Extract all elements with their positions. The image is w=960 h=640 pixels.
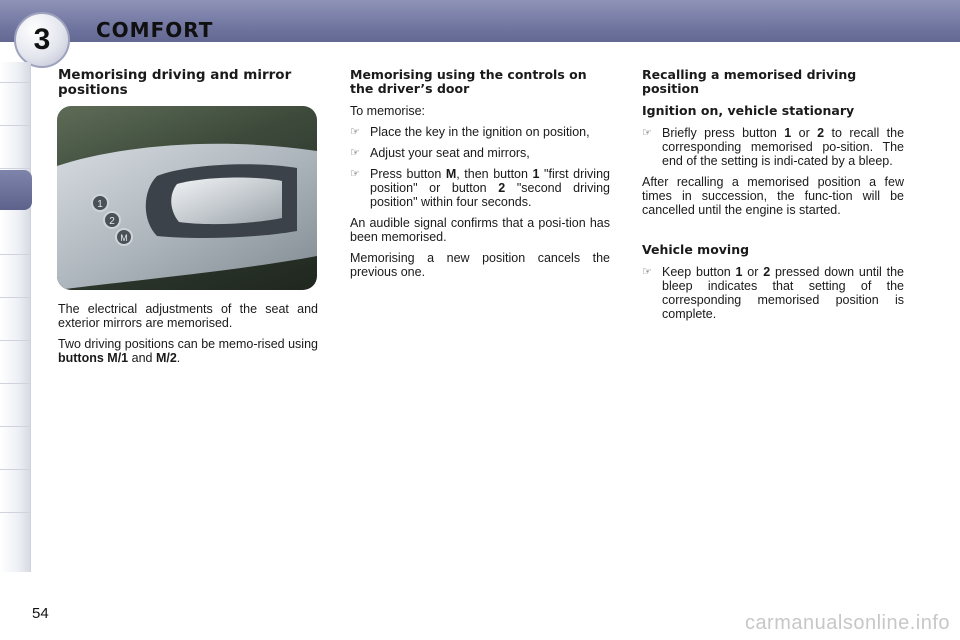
chapter-tab-divider <box>0 254 30 255</box>
chapter-tab-divider <box>0 125 30 126</box>
text-bold: 1 <box>532 167 540 181</box>
text-bold: 2 <box>817 126 825 140</box>
text-bold: 1 <box>784 126 792 140</box>
text-run: or <box>791 126 818 140</box>
button-2-label: 2 <box>109 216 115 227</box>
section-title: Recalling a memorised driving position <box>642 67 857 96</box>
chapter-tab-divider <box>0 469 30 470</box>
watermark: carmanualsonline.info <box>744 612 950 634</box>
chapter-tab-divider <box>0 82 30 83</box>
instruction-step <box>642 126 904 168</box>
header-divider <box>0 42 960 56</box>
text-run: Keep button <box>662 265 736 279</box>
chapter-tab-divider <box>0 512 30 513</box>
button-m-label: M <box>120 233 128 243</box>
pointing-hand-icon: ☞ <box>642 127 652 139</box>
chapter-number: 3 <box>33 23 51 56</box>
subsection-title: Ignition on, vehicle stationary <box>642 103 855 118</box>
pointing-hand-icon: ☞ <box>350 168 360 180</box>
text-run: pressed down until the bleep indicates that setting of the corresponding memorised position is complete. <box>662 265 904 321</box>
paragraph <box>58 337 318 365</box>
paragraph: To memorise: <box>350 104 426 118</box>
left-column <box>58 68 318 108</box>
door-panel-illustration <box>57 106 317 290</box>
step-text: Adjust your seat and mirrors, <box>370 146 530 160</box>
text-bold: buttons M/1 <box>58 351 129 365</box>
chapter-badge <box>14 12 70 68</box>
pointing-hand-icon: ☞ <box>642 266 652 278</box>
chapter-title: COMFORT <box>96 18 214 42</box>
instruction-step <box>350 146 610 160</box>
pointing-hand-icon: ☞ <box>350 126 360 138</box>
chapter-tab-divider <box>0 426 30 427</box>
text-run: Press button <box>370 167 446 181</box>
text-run: Two driving positions can be memo-rised using <box>58 337 318 351</box>
paragraph: An audible signal confirms that a posi-tion has been memorised. <box>350 216 610 244</box>
step-text <box>370 167 610 209</box>
page-number: 54 <box>32 605 49 622</box>
left-column-body <box>58 302 318 372</box>
subsection-title: Vehicle moving <box>642 242 750 257</box>
text-bold: M <box>445 167 457 181</box>
text-bold: 2 <box>498 181 506 195</box>
instruction-step <box>350 125 610 139</box>
text-bold: M/2 <box>155 351 177 365</box>
step-text: Place the key in the ignition on position, <box>370 125 590 139</box>
text-run: and <box>128 351 156 365</box>
door-panel-photo <box>57 106 317 290</box>
paragraph: After recalling a memorised position a few times in succession, the func-tion will be cancelled until the engine is started. <box>642 175 904 217</box>
text-run: "first driving position" or button <box>370 167 610 195</box>
chapter-tab-rail <box>0 62 31 572</box>
text-bold: 1 <box>735 265 743 279</box>
section-title: Memorising driving and mirror positions <box>58 67 292 98</box>
text-run: "second driving position" within four seconds. <box>370 181 611 209</box>
button-1-label: 1 <box>97 199 103 210</box>
text-bold: 2 <box>763 265 771 279</box>
pointing-hand-icon: ☞ <box>350 147 360 159</box>
text-run: , then button <box>456 167 533 181</box>
active-chapter-tab[interactable] <box>0 170 32 210</box>
chapter-tab-divider <box>0 168 30 169</box>
right-column <box>642 68 904 328</box>
text-run: . <box>176 351 181 365</box>
text-run: Briefly press button <box>662 126 785 140</box>
chapter-tab-divider <box>0 383 30 384</box>
step-text <box>662 126 904 168</box>
paragraph: The electrical adjustments of the seat and exterior mirrors are memorised. <box>58 302 318 330</box>
section-title: Memorising using the controls on the driver’s door <box>350 67 587 96</box>
door-handle <box>171 178 282 225</box>
paragraph: Memorising a new position cancels the previous one. <box>350 251 610 279</box>
text-run: or <box>742 265 764 279</box>
instruction-step <box>642 265 904 321</box>
chapter-tab-divider <box>0 340 30 341</box>
middle-column <box>350 68 610 286</box>
text-run: to recall the corresponding memorised po-sition. The end of the setting is indi-cated by a bleep. <box>662 126 905 168</box>
instruction-step <box>350 167 610 209</box>
step-text <box>662 265 904 321</box>
chapter-tab-divider <box>0 297 30 298</box>
